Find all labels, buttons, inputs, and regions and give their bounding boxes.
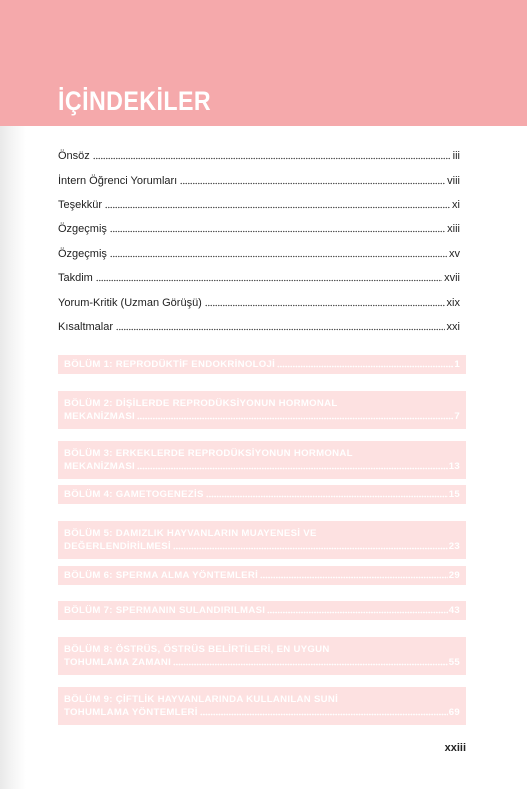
chapter-entry[interactable] [58,391,466,429]
toc-entry[interactable] [58,192,460,212]
toc-entry[interactable] [58,216,460,236]
dot-leader [173,542,448,550]
page-title: İÇİNDEKİLER [58,86,212,116]
toc-entry-label: Kısaltmalar [58,321,114,334]
chapter-page: 29 [448,570,460,581]
chapter-title-line: BÖLÜM 9: ÇİFTLİK HAYVANLARINDA KULLANILAN SUNİ [64,694,339,705]
toc-entry[interactable] [58,167,460,187]
toc-entry-label: Özgeçmiş [58,223,107,236]
dot-leader [105,199,450,209]
dot-leader [205,297,445,307]
dot-leader [110,223,445,233]
dot-leader [200,708,448,716]
chapter-entry[interactable] [58,355,466,374]
toc-entry[interactable] [58,143,460,163]
toc-entry-page: xxi [446,321,460,334]
dot-leader [96,272,442,282]
toc-entry[interactable] [58,265,460,285]
chapter-page: 43 [448,605,460,616]
dot-leader [206,490,448,498]
toc-entry-label: İntern Öğrenci Yorumları [58,174,178,187]
toc-entry-page: xv [449,247,460,260]
toc-entry-page: xix [446,296,460,309]
dot-leader [173,658,448,666]
front-matter-list [58,143,460,338]
chapter-entry[interactable] [58,687,466,725]
toc-entry-page: xi [452,199,460,212]
chapter-title-line: BÖLÜM 2: DİŞİLERDE REPRODÜKSİYONUN HORMONAL [64,398,338,409]
dot-leader [260,571,448,579]
chapter-title: MEKANİZMASI [64,461,135,472]
chapter-entry[interactable] [58,441,466,479]
toc-entry-label: Takdim [58,272,93,285]
toc-entry[interactable] [58,241,460,261]
chapter-title: TOHUMLAMA YÖNTEMLERİ [64,707,198,718]
toc-entry-page: xiii [447,223,460,236]
chapter-title: BÖLÜM 4: GAMETOGENEZİS [64,489,204,500]
dot-leader [267,606,447,614]
chapter-title-line: BÖLÜM 3: ERKEKLERDE REPRODÜKSİYONUN HORMONAL [64,448,353,459]
chapter-entry[interactable] [58,566,466,585]
toc-entry-page: iii [452,150,460,163]
toc-entry-label: Önsöz [58,150,90,163]
chapter-page: 15 [448,489,460,500]
chapter-entry[interactable] [58,521,466,559]
chapter-title: BÖLÜM 7: SPERMANIN SULANDIRILMASI [64,605,266,616]
toc-entry-label: Teşekkür [58,199,103,212]
dot-leader [137,412,453,420]
dot-leader [277,360,453,368]
dot-leader [110,248,447,258]
chapter-page: 7 [454,411,460,422]
chapter-entry[interactable] [58,637,466,675]
chapter-page: 55 [448,657,460,668]
chapter-title: MEKANİZMASI [64,411,135,422]
dot-leader [180,175,445,185]
chapter-page: 1 [454,359,460,370]
dot-leader [93,150,451,160]
toc-entry-label: Yorum-Kritik (Uzman Görüşü) [58,296,202,309]
chapter-page: 69 [448,707,460,718]
toc-entry-page: viii [447,174,460,187]
chapter-title: BÖLÜM 6: SPERMA ALMA YÖNTEMLERİ [64,570,259,581]
toc-entry[interactable] [58,314,460,334]
chapter-title: DEĞERLENDİRİLMESİ [64,541,171,552]
dot-leader [116,321,445,331]
page-number: xxiii [444,742,466,754]
chapter-title: TOHUMLAMA ZAMANI [64,657,172,668]
chapter-title: BÖLÜM 1: REPRODÜKTİF ENDOKRİNOLOJİ [64,359,276,370]
toc-entry-label: Özgeçmiş [58,247,107,260]
toc-entry[interactable] [58,289,460,309]
chapter-entry[interactable] [58,601,466,620]
dot-leader [137,462,448,470]
chapter-title-line: BÖLÜM 5: DAMIZLIK HAYVANLARIN MUAYENESİ VE [64,528,317,539]
chapter-page: 23 [448,541,460,552]
toc-entry-page: xvii [444,272,460,285]
chapter-page: 13 [448,461,460,472]
chapter-entry[interactable] [58,485,466,504]
header-band [0,0,527,126]
chapter-title-line: BÖLÜM 8: ÖSTRÜS, ÖSTRÜS BELİRTİLERİ, EN UYGUN [64,644,330,655]
